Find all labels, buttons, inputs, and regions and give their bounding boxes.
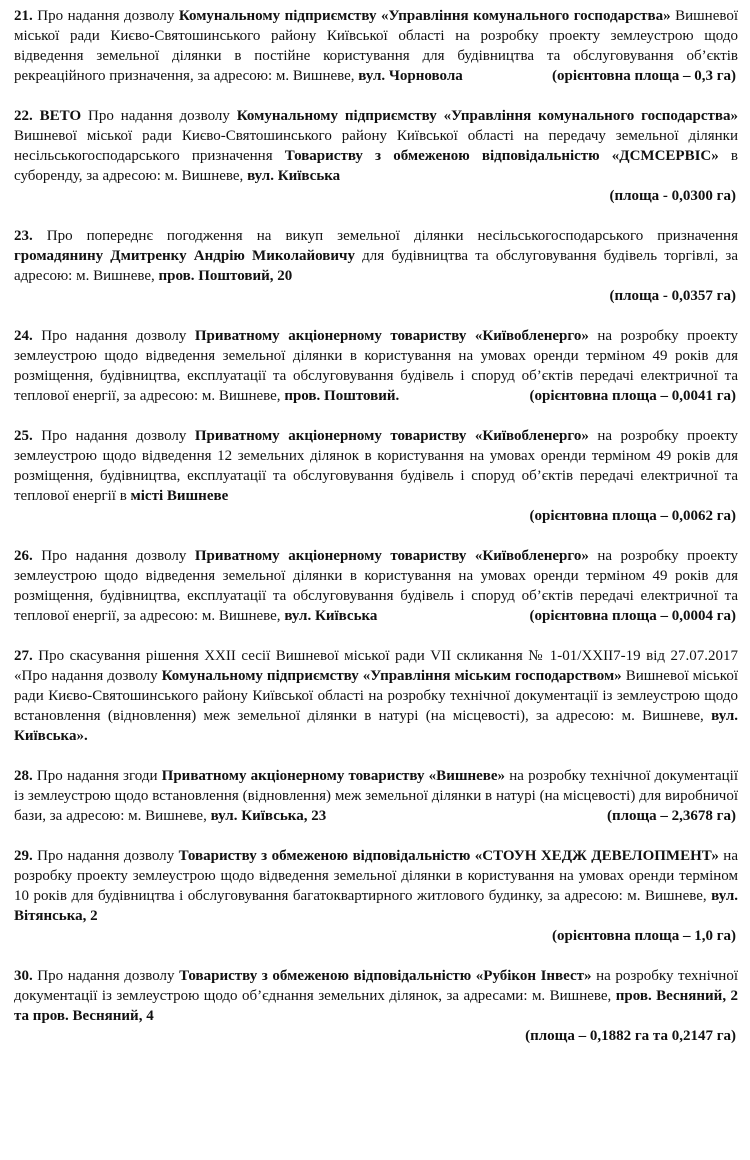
item-text: Про надання дозволу (32, 428, 195, 444)
item-bold-text: Комунальному підприємству «Управління комунального господарства» (236, 108, 739, 124)
item-number: 25. (14, 428, 33, 444)
item-bold-text: вул. Київська, 23 (210, 808, 327, 824)
item-text: в суборенду, за адресою: м. Вишневе, (14, 148, 739, 184)
resolution-item (14, 326, 738, 406)
resolution-item (14, 426, 738, 526)
item-area: (орієнтовна площа – 0,0004 га) (529, 608, 736, 624)
item-bold-text: вул. Вітянська, 2 (14, 888, 738, 924)
item-text: на розробку проекту землеустрою щодо відведення земельної ділянки в користування на умовах оренди терміном 10 років для будівництва і обслуговування багатоквартирного житлового будинку, за адресою: м. Вишневе, (14, 848, 738, 904)
item-number: 26. (14, 548, 33, 564)
resolution-item (14, 226, 738, 306)
item-bold-text: вул. Чорновола (358, 68, 463, 84)
item-text: Про надання дозволу (32, 8, 179, 24)
item-text: Про надання дозволу (32, 328, 195, 344)
item-number: 27. (14, 648, 33, 664)
item-text: Про надання дозволу (32, 548, 195, 564)
item-text: Вишневої міської ради Києво-Святошинського району Київської області на розробку технічної документації із землеустрою щодо встановлення (відновлення) меж земельної ділянки в натурі (на місцевості), за адресою: м. Вишневе, (14, 668, 738, 724)
item-text: на розробку проекту землеустрою щодо відведення земельної ділянки в користування на умовах оренди терміном 49 років для розміщення, будівництва, експлуатації та обслуговування будівель і споруд об’єктів передачі електричної та теплової енергії, за адресою: м. Вишневе, (14, 328, 738, 404)
item-bold-text: Товариству з обмеженою відповідальністю «ДСМСЕРВІС» (284, 148, 719, 164)
item-bold-text: пров. Поштовий, 20 (158, 268, 293, 284)
item-bold-text: Комунальному підприємству «Управління комунального господарства» (178, 8, 671, 24)
item-bold-text: громадянину Дмитренку Андрію Миколайовичу (14, 248, 355, 264)
item-number: 24. (14, 328, 33, 344)
item-number: 22. (14, 108, 33, 124)
item-text: Про надання дозволу (32, 968, 180, 984)
item-bold-text: Приватному акціонерному товариству «Київобленерго» (194, 548, 589, 564)
resolution-item (14, 966, 738, 1046)
item-text: Вишневої міської ради Києво-Святошинського району Київської області на розробку проекту землеустрою щодо відведення земельної ділянки в постійне користування для будівництва та обслуговування об’єктів рекреаційного призначення, за адресою: м. Вишневе, (14, 8, 738, 84)
item-bold-text: пров. Поштовий. (284, 388, 400, 404)
item-bold-text: місті Вишневе (130, 488, 229, 504)
item-area: (площа - 0,0357 га) (609, 288, 736, 304)
item-text: Про попереднє погодження на викуп земельної ділянки несільськогосподарського призначення (32, 228, 738, 244)
item-text: на розробку технічної документації із землеустрою щодо встановлення (відновлення) меж земельної ділянки в натурі (на місцевості) для виробничої бази, за адресою: м. Вишневе, (14, 768, 738, 824)
item-text: Про надання дозволу (81, 108, 237, 124)
item-area: (орієнтовна площа – 0,0041 га) (529, 388, 736, 404)
resolution-item (14, 546, 738, 626)
item-number: 23. (14, 228, 33, 244)
item-area: (площа - 0,0300 га) (609, 188, 736, 204)
resolution-item (14, 646, 738, 746)
item-number: 21. (14, 8, 33, 24)
item-text: на розробку проекту землеустрою щодо відведення земельної ділянки в користування на умовах оренди терміном 49 років для розміщення, будівництва, експлуатації та обслуговування будівель і споруд об’єктів передачі електричної та теплової енергії, за адресою: м. Вишневе, (14, 548, 738, 624)
item-bold-text: вул. Київська (247, 168, 341, 184)
item-number: 29. (14, 848, 33, 864)
resolution-list (14, 6, 738, 1046)
item-text: Про скасування рішення XXII сесії Вишневої міської ради VII скликання № 1-01/XXII7-19 від 27.07.2017 «Про надання дозволу (14, 648, 738, 684)
resolution-item (14, 766, 738, 826)
item-bold-text: Приватному акціонерному товариству «Вишневе» (161, 768, 506, 784)
item-number: 28. (14, 768, 33, 784)
item-bold-text: Приватному акціонерному товариству «Київобленерго» (194, 328, 589, 344)
item-text: Про надання дозволу (32, 848, 179, 864)
resolution-item (14, 6, 738, 86)
item-bold-text: Товариству з обмеженою відповідальністю «СТОУН ХЕДЖ ДЕВЕЛОПМЕНТ» (178, 848, 719, 864)
item-text (33, 108, 40, 124)
item-area: (орієнтовна площа – 0,0062 га) (529, 508, 736, 524)
item-bold-text: пров. Весняний, 2 та пров. Весняний, 4 (14, 988, 739, 1024)
item-bold-text: вул. Київська (284, 608, 378, 624)
item-text: на розробку технічної документації із землеустрою щодо об’єднання земельних ділянок, за адресами: м. Вишневе, (14, 968, 738, 1004)
item-number: 30. (14, 968, 33, 984)
item-bold-text: Товариству з обмеженою відповідальністю «Рубікон Інвест» (179, 968, 592, 984)
item-text: Про надання згоди (32, 768, 162, 784)
resolution-item (14, 846, 738, 946)
item-text: на розробку проекту землеустрою щодо відведення 12 земельних ділянок в користування на умовах оренди терміном 49 років для розміщення, будівництва, експлуатації та обслуговування будівель і споруд об’єктів передачі електричної та теплової енергії в (14, 428, 738, 504)
item-bold-text: вул. Київська». (14, 708, 738, 744)
item-text: для будівництва та обслуговування будівель торгівлі, за адресою: м. Вишневе, (14, 248, 739, 284)
item-bold-text: Приватному акціонерному товариству «Київобленерго» (194, 428, 589, 444)
item-bold-text: Комунальному підприємству «Управління міським господарством» (161, 668, 622, 684)
item-text: Вишневої міської ради Києво-Святошинського району Київської області на передачу земельної ділянки несільськогосподарського призначення (14, 128, 738, 164)
item-area: (орієнтовна площа – 1,0 га) (552, 928, 736, 944)
item-bold-text: ВЕТО (39, 108, 82, 124)
resolution-item (14, 106, 738, 206)
item-area: (площа – 0,1882 га та 0,2147 га) (525, 1028, 736, 1044)
item-area: (орієнтовна площа – 0,3 га) (552, 68, 736, 84)
item-area: (площа – 2,3678 га) (606, 808, 736, 824)
